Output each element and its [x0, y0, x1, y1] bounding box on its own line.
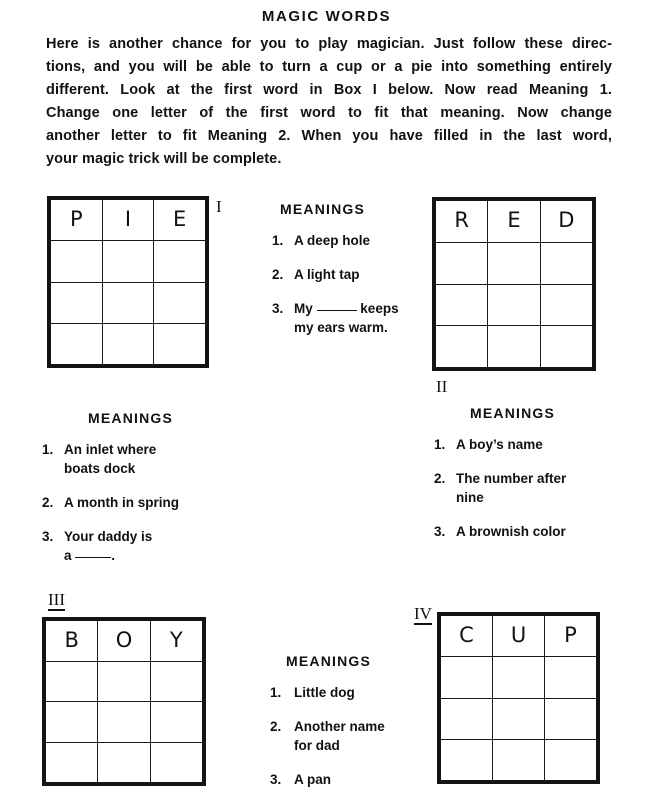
puzzle-row-blank: [46, 702, 202, 743]
answer-cell[interactable]: [151, 662, 202, 702]
meaning-text-before: My: [294, 301, 313, 316]
letter-cell: P: [564, 623, 577, 648]
answer-cell[interactable]: [441, 657, 493, 697]
instructions-line: your magic trick will be complete.: [46, 151, 282, 167]
meaning-item: [272, 299, 412, 337]
answer-cell[interactable]: [436, 326, 488, 367]
answer-cell[interactable]: [103, 241, 155, 281]
meanings-items: [428, 435, 608, 541]
meaning-number: 2.: [270, 719, 282, 734]
meaning-line2-after: .: [111, 548, 116, 563]
answer-cell[interactable]: [103, 324, 155, 364]
letter-cell: C: [441, 616, 493, 656]
answer-cell[interactable]: [493, 699, 545, 739]
box-numeral-3: III: [48, 590, 65, 609]
instructions-line: Change one letter of the first word to fit that meaning. Now change: [46, 105, 612, 121]
meaning-text: Another name: [294, 719, 385, 734]
meaning-number: 3.: [270, 772, 282, 787]
answer-cell[interactable]: [541, 285, 592, 326]
instructions-line: different. Look at the first word in Box I below. Now read Meaning 1.: [46, 82, 612, 98]
puzzle-row-word: [441, 616, 596, 657]
box-numeral-2: II: [436, 377, 448, 396]
meaning-text: The number after: [456, 471, 567, 486]
numeral-underline: [414, 623, 432, 625]
answer-cell[interactable]: [103, 283, 155, 323]
instructions-line: another letter to fit Meaning 2. When you have filled in the last word,: [46, 128, 612, 144]
meaning-item: [42, 527, 232, 565]
answer-cell[interactable]: [545, 699, 596, 739]
meaning-item: [42, 493, 232, 512]
numeral-underline: [48, 609, 65, 611]
page-title: MAGIC WORDS: [261, 8, 392, 25]
answer-cell[interactable]: [46, 702, 98, 742]
puzzle-row-blank: [46, 743, 202, 783]
puzzle-row-blank: [441, 699, 596, 740]
box-numeral-4: IV: [414, 604, 432, 623]
answer-cell[interactable]: [151, 743, 202, 783]
meaning-text-line2: for dad: [294, 738, 340, 753]
meaning-line2-before: a: [64, 548, 72, 563]
meaning-item: [272, 231, 412, 250]
answer-cell[interactable]: [493, 740, 545, 780]
letter-cell: P: [51, 200, 103, 240]
answer-cell[interactable]: [154, 324, 205, 364]
puzzle-box-2: [432, 197, 596, 371]
meaning-item: [428, 522, 608, 541]
letter-cell: E: [173, 207, 187, 232]
meaning-text: A boy’s name: [456, 437, 543, 452]
meaning-item: [268, 683, 428, 702]
instructions-line: tions, and you will be able to turn a cup or a pie into something entirely: [46, 59, 612, 75]
answer-cell[interactable]: [441, 740, 493, 780]
meaning-number: 2.: [42, 495, 54, 510]
answer-cell[interactable]: [98, 743, 150, 783]
box-numeral-1: I: [216, 197, 222, 216]
answer-cell[interactable]: [436, 243, 488, 284]
meaning-text: A brownish color: [456, 524, 566, 539]
fill-in-blank[interactable]: [317, 310, 357, 311]
meaning-text: A deep hole: [294, 233, 371, 248]
answer-cell[interactable]: [154, 241, 205, 281]
puzzle-row-word: [51, 200, 205, 241]
answer-cell[interactable]: [46, 662, 98, 702]
meanings-list-1: [272, 200, 412, 337]
meaning-text-after: keeps: [360, 301, 399, 316]
answer-cell[interactable]: [488, 285, 540, 326]
answer-cell[interactable]: [98, 702, 150, 742]
meaning-item: [428, 435, 608, 454]
meaning-text: A light tap: [294, 267, 360, 282]
meaning-text: An inlet where: [64, 442, 157, 457]
instructions-line: Here is another chance for you to play magician. Just follow these direc-: [46, 36, 612, 52]
answer-cell[interactable]: [488, 243, 540, 284]
meaning-number: 1.: [270, 685, 282, 700]
answer-cell[interactable]: [541, 243, 592, 284]
letter-cell: Y: [169, 627, 183, 652]
meaning-text: Little dog: [294, 685, 355, 700]
answer-cell[interactable]: [51, 324, 103, 364]
answer-cell[interactable]: [436, 285, 488, 326]
meaning-item: [268, 770, 428, 789]
puzzle-row-blank: [51, 283, 205, 324]
puzzle-box-1: [47, 196, 209, 368]
meaning-text: Your daddy is: [64, 529, 153, 544]
meaning-number: 3.: [434, 524, 446, 539]
letter-cell: U: [493, 616, 545, 656]
answer-cell[interactable]: [151, 702, 202, 742]
meaning-number: 3.: [272, 301, 284, 316]
meanings-heading: MEANINGS: [286, 653, 372, 669]
meaning-text-line2: my ears warm.: [294, 320, 388, 335]
puzzle-row-blank: [51, 241, 205, 282]
answer-cell[interactable]: [545, 657, 596, 697]
meaning-text-line2: boats dock: [64, 461, 136, 476]
letter-cell: B: [46, 621, 98, 661]
meanings-heading: MEANINGS: [470, 405, 556, 421]
letter-cell: R: [436, 201, 488, 242]
puzzle-row-blank: [436, 243, 592, 285]
puzzle-row-blank: [441, 740, 596, 780]
answer-cell[interactable]: [98, 662, 150, 702]
answer-cell[interactable]: [46, 743, 98, 783]
meaning-item: [42, 440, 232, 478]
puzzle-row-blank: [51, 324, 205, 364]
letter-cell: D: [558, 208, 575, 233]
puzzle-row-word: [436, 201, 592, 243]
puzzle-row-blank: [441, 657, 596, 698]
letter-cell: O: [98, 621, 150, 661]
meanings-heading: MEANINGS: [280, 201, 366, 217]
puzzle-box-4: [437, 612, 600, 784]
answer-cell[interactable]: [541, 326, 592, 367]
meanings-items: [268, 683, 428, 789]
meaning-text: A month in spring: [64, 495, 179, 510]
meanings-list-3: [42, 409, 232, 565]
meaning-number: 1.: [434, 437, 446, 452]
puzzle-row-blank: [436, 326, 592, 367]
answer-cell[interactable]: [488, 326, 540, 367]
meaning-item: [272, 265, 412, 284]
instructions-paragraph: [46, 33, 612, 171]
meaning-number: 1.: [42, 442, 54, 457]
meaning-item: [428, 469, 608, 507]
meaning-item: [268, 717, 428, 755]
answer-cell[interactable]: [441, 699, 493, 739]
meaning-text: A pan: [294, 772, 331, 787]
fill-in-blank[interactable]: [75, 557, 111, 558]
answer-cell[interactable]: [493, 657, 545, 697]
meanings-heading: MEANINGS: [88, 410, 174, 426]
meaning-number: 2.: [434, 471, 446, 486]
meanings-list-4: [268, 652, 428, 789]
meaning-text-line2: [64, 546, 232, 565]
meanings-list-2: [428, 404, 608, 541]
meanings-items: [42, 440, 232, 565]
meaning-text-line2: nine: [456, 490, 484, 505]
meaning-number: 2.: [272, 267, 284, 282]
meanings-items: [272, 231, 412, 337]
answer-cell[interactable]: [545, 740, 596, 780]
letter-cell: I: [103, 200, 155, 240]
answer-cell[interactable]: [154, 283, 205, 323]
puzzle-row-word: [46, 621, 202, 662]
puzzle-row-blank: [46, 662, 202, 703]
letter-cell: E: [488, 201, 540, 242]
puzzle-box-3: [42, 617, 206, 786]
meaning-number: 1.: [272, 233, 284, 248]
answer-cell[interactable]: [51, 283, 103, 323]
meaning-number: 3.: [42, 529, 54, 544]
answer-cell[interactable]: [51, 241, 103, 281]
puzzle-row-blank: [436, 285, 592, 327]
